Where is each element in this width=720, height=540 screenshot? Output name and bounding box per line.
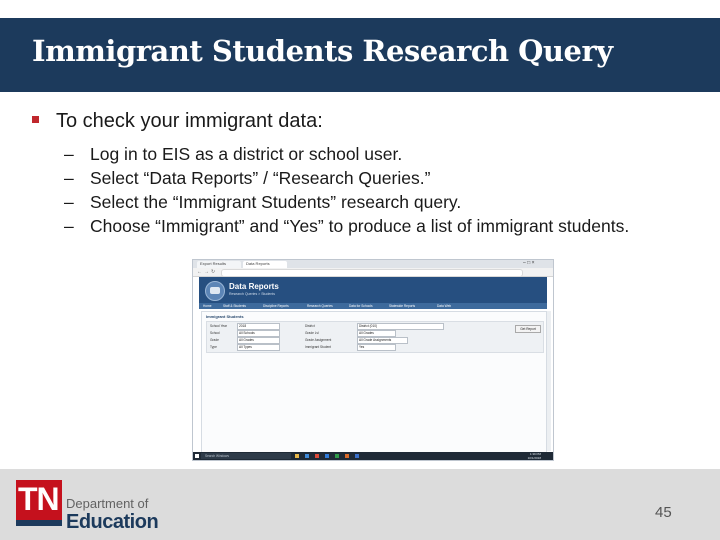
- footer: [0, 469, 720, 540]
- main-bullet: [32, 110, 323, 133]
- sub-bullet-4: [64, 214, 650, 238]
- taskbar-clock: [528, 452, 541, 460]
- word-icon: [325, 454, 329, 458]
- scrollbar: [547, 311, 551, 451]
- school-select: All Schools: [237, 330, 280, 337]
- dash-icon: –: [64, 192, 74, 212]
- immigrant-select: Yes: [357, 344, 396, 351]
- field-label: District: [305, 324, 315, 328]
- panel-title: Immigrant Students: [206, 314, 244, 319]
- main-bullet-text: To check your immigrant data:: [56, 110, 323, 132]
- sub-bullet-list: [64, 142, 664, 238]
- menu-item: Research Queries: [307, 304, 333, 308]
- refresh-icon: ↻: [211, 269, 216, 275]
- address-bar: [193, 268, 553, 277]
- windows-taskbar: [193, 452, 553, 460]
- embedded-screenshot: [192, 259, 554, 461]
- clock-date: 10/1/2018: [527, 456, 541, 460]
- dash-icon: –: [64, 168, 74, 188]
- type-select: All Types: [237, 344, 280, 351]
- slide-title: Immigrant Students Research Query: [32, 34, 613, 68]
- taskbar-search: Search Windows: [201, 453, 291, 459]
- excel-icon: [335, 454, 339, 458]
- tn-logo-text: TN: [18, 481, 59, 517]
- tab-label: Data Reports: [246, 261, 270, 266]
- windows-start-icon: [195, 454, 199, 458]
- browser-icon: [305, 454, 309, 458]
- state-seal-icon: [205, 281, 225, 301]
- square-bullet-icon: [32, 116, 39, 123]
- url-field: [221, 269, 523, 277]
- forward-icon: →: [204, 269, 209, 275]
- field-label: Immigrant Student: [305, 345, 332, 349]
- department-label: Department of: [66, 496, 149, 511]
- powerpoint-icon: [345, 454, 349, 458]
- menu-item: Data Web: [437, 304, 452, 308]
- sub-bullet-1: [64, 142, 664, 166]
- step-text: Select “Data Reports” / “Research Queries.”: [90, 168, 431, 188]
- window-controls-icon: – □ ×: [523, 260, 535, 266]
- field-label: Grade Assignment: [305, 338, 332, 342]
- chrome-icon: [315, 454, 319, 458]
- field-label: Type: [210, 345, 217, 349]
- grade-level-select: All Grades: [357, 330, 396, 337]
- step-text: Choose “Immigrant” and “Yes” to produce a list of immigrant students.: [90, 216, 630, 236]
- dash-icon: –: [64, 144, 74, 164]
- step-text: Log in to EIS as a district or school user.: [90, 144, 403, 164]
- eis-header: [199, 277, 547, 303]
- menu-item: Discipline Reports: [263, 304, 289, 308]
- field-label: School: [210, 331, 220, 335]
- menu-item: Staff & Students: [223, 304, 246, 308]
- header-title: Data Reports: [229, 282, 279, 291]
- sub-bullet-2: [64, 166, 664, 190]
- field-label: Grade Lvl: [305, 331, 319, 335]
- grade-select: All Grades: [237, 337, 280, 344]
- page-number: 45: [655, 504, 672, 521]
- get-report-button: Get Report: [515, 325, 541, 333]
- sub-bullet-3: [64, 190, 664, 214]
- grade-assignment-select: All Grade Assignments: [357, 337, 408, 344]
- dash-icon: –: [64, 216, 74, 236]
- browser-tab-bar: [193, 260, 553, 268]
- clock-time: 1:39 PM: [529, 452, 541, 456]
- education-label: Education: [66, 511, 159, 533]
- menu-item: Home: [203, 304, 212, 308]
- browser-tab: [243, 261, 287, 268]
- query-panel: [201, 311, 547, 453]
- menu-item: Statewide Reports: [389, 304, 416, 308]
- query-form: [206, 321, 544, 353]
- browser-tab: [197, 261, 241, 268]
- eis-menu: [199, 303, 547, 309]
- step-text: Select the “Immigrant Students” research query.: [90, 192, 462, 212]
- district-select: District (010): [357, 323, 444, 330]
- header-subtitle: Research Queries > Students: [229, 292, 276, 296]
- folder-icon: [295, 454, 299, 458]
- menu-item: Data for Schools: [349, 304, 373, 308]
- back-icon: ←: [197, 269, 202, 275]
- tn-logo: [16, 480, 62, 526]
- outlook-icon: [355, 454, 359, 458]
- title-bar: [0, 18, 720, 92]
- field-label: Grade: [210, 338, 219, 342]
- field-label: School Year: [210, 324, 228, 328]
- tab-label: Export Results: [200, 261, 227, 266]
- school-year-select: 2018: [237, 323, 280, 330]
